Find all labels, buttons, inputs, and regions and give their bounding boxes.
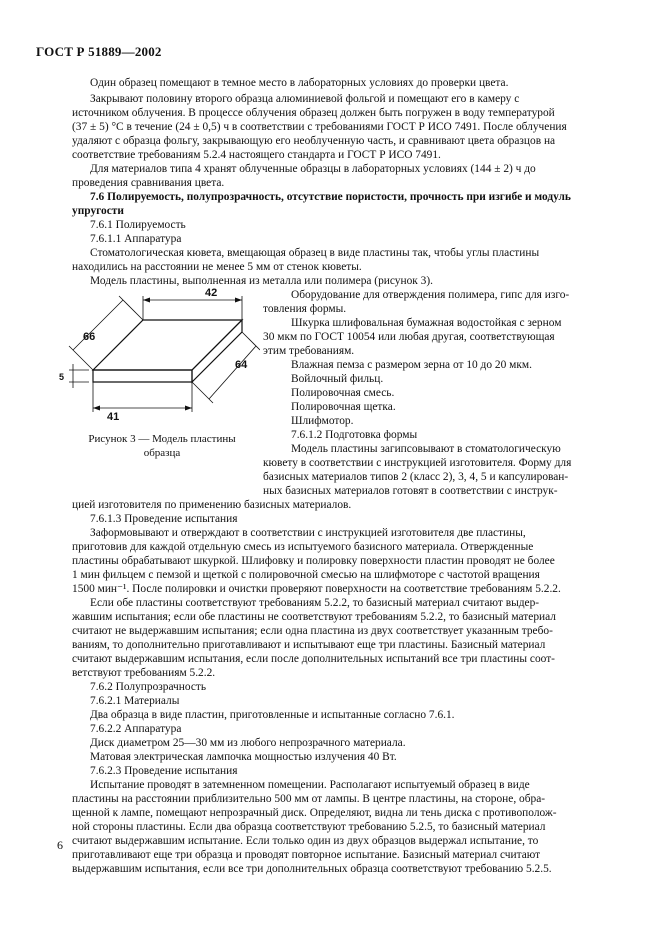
- figure-caption: образца: [143, 447, 181, 459]
- text-line: Войлочный фильц.: [291, 373, 384, 385]
- section-heading: 7.6 Полируемость, полупрозрачность, отсутствие пористости, прочность при изгибе и модуль: [90, 191, 571, 203]
- text-line: считают выдержавшим испытания, если после дополнительных испытаний все три пластины соот-: [72, 653, 555, 665]
- subsection-heading: 7.6.2.1 Материалы: [90, 695, 180, 707]
- text-line: ных базисных материалов готовят в соответствии с инструк-: [263, 485, 558, 497]
- text-line: приготовив для каждой отдельную смесь из испытуемого базисного материала. Отвержденные: [72, 541, 534, 553]
- text-line: 1 мин фильцем с пемзой и щеткой с полировочной смесью на шлифмоторе с частотой вращения: [72, 569, 540, 581]
- text-line: проведения сравнивания цвета.: [72, 177, 225, 189]
- text-line: 1500 мин⁻¹. После полировки и очистки проверяют поверхности на соответствие требованиям 5.2.2.: [72, 583, 561, 595]
- text-line: Диск диаметром 25—30 мм из любого непрозрачного материала.: [90, 737, 406, 749]
- subsection-heading: 7.6.1.2 Подготовка формы: [291, 429, 418, 441]
- text-line: удаляют с образца фольгу, закрывающую его необлученную часть, и сравнивают цвета образцов на: [72, 135, 556, 147]
- text-line: Два образца в виде пластин, приготовленные и испытанные согласно 7.6.1.: [90, 709, 455, 721]
- subsection-heading: 7.6.2 Полупрозрачность: [90, 681, 207, 693]
- text-line: считают не выдержавшим испытания; если одна пластина из двух соответствует указанным требо-: [72, 625, 553, 637]
- text-line: ваниям, то дополнительно приготавливают и испытывают еще три пластины. Базисный материал: [72, 639, 546, 651]
- text-line: пластины обрабатывают шкуркой. Шлифовку и полировку поверхности пластин проводят не более: [72, 555, 555, 567]
- dim-label-right: 64: [235, 359, 248, 371]
- text-line: Для материалов типа 4 хранят облученные образцы в лабораторных условиях (144 ± 2) ч до: [90, 163, 536, 175]
- text-line: щенной к лампе, помещают непрозрачный диск. Определяют, видна ли тень диска с противополож-: [72, 807, 557, 819]
- subsection-heading: 7.6.2.2 Аппаратура: [90, 723, 182, 735]
- dim-label-top: 42: [205, 287, 218, 299]
- plate-model-figure: [55, 282, 260, 430]
- dim-label-left: 66: [83, 331, 96, 343]
- text-line: цией изготовителя по применению базисных материалов.: [72, 499, 352, 511]
- dim-label-height: 5: [59, 372, 65, 382]
- text-line: выдержавшим испытания, если все три дополнительных образца соответствуют требованию 5.2.5.: [72, 863, 552, 875]
- text-line: Модель пластины, выполненная из металла или полимера (рисунок 3).: [90, 275, 433, 287]
- text-line: ветствуют требованиям 5.2.2.: [72, 667, 216, 679]
- text-line: Один образец помещают в темное место в лабораторных условиях до проверки цвета.: [90, 77, 509, 89]
- text-line: находились на расстоянии не менее 5 мм от стенок кюветы.: [72, 261, 362, 273]
- text-line: жавшим испытания; если обе пластины не соответствуют требованиям 5.2.2, то базисный материал: [72, 611, 556, 623]
- text-line: Шлифмотор.: [291, 415, 354, 427]
- text-line: кювету в соответствии с инструкцией изготовителя. Форму для: [263, 457, 572, 469]
- text-line: Заформовывают и отверждают в соответствии с инструкцией изготовителя две пластины,: [90, 527, 526, 539]
- text-line: соответствие требованиям 5.2.4 настоящего стандарта и ГОСТ Р ИСО 7491.: [72, 149, 441, 161]
- text-line: Если обе пластины соответствуют требованиям 5.2.2, то базисный материал считают выдер-: [90, 597, 540, 609]
- subsection-heading: 7.6.2.3 Проведение испытания: [90, 765, 238, 777]
- text-line: базисных материалов типов 2 (класс 2), 3, 4, 5 и капсулирован-: [263, 471, 569, 483]
- subsection-heading: 7.6.1.1 Аппаратура: [90, 233, 182, 245]
- text-line: ной стороны пластины. Если два образца соответствуют требованию 5.2.5, то базисный материал: [72, 821, 546, 833]
- text-line: Испытание проводят в затемненном помещении. Располагают испытуемый образец в виде: [90, 779, 530, 791]
- text-line: Полировочная смесь.: [291, 387, 395, 399]
- text-line: Оборудование для отверждения полимера, гипс для изго-: [291, 289, 570, 301]
- text-line: товления формы.: [263, 303, 347, 315]
- text-line: Стоматологическая кювета, вмещающая образец в виде пластины так, чтобы углы пластины: [90, 247, 540, 259]
- text-line: источником облучения. В процессе облучения образец должен быть погружен в воду температурой: [72, 107, 555, 119]
- text-line: 30 мкм по ГОСТ 10054 или любая другая, соответствующая: [263, 331, 555, 343]
- figure-caption: Рисунок 3 — Модель пластины: [88, 433, 236, 445]
- subsection-heading: 7.6.1.3 Проведение испытания: [90, 513, 238, 525]
- dim-label-bottom: 41: [107, 411, 120, 423]
- text-line: Закрывают половину второго образца алюминиевой фольгой и помещают его в камеру с: [90, 93, 520, 105]
- text-line: Полировочная щетка.: [291, 401, 396, 413]
- text-line: Влажная пемза с размером зерна от 10 до 20 мкм.: [291, 359, 532, 371]
- plate-side-face: [192, 320, 242, 382]
- text-line: Модель пластины загипсовывают в стоматологическую: [291, 443, 561, 455]
- text-line: пластины на расстоянии приблизительно 500 мм от лампы. В центре пластины, на стороне, обра-: [72, 793, 546, 805]
- section-heading: упругости: [72, 205, 124, 217]
- document-header: ГОСТ Р 51889—2002: [36, 44, 162, 59]
- text-line: Шкурка шлифовальная бумажная водостойкая с зерном: [291, 317, 562, 329]
- text-line: считают выдержавшим испытание. Если только один из двух образцов выдержал испытание, то: [72, 835, 539, 847]
- plate-top-face: [93, 320, 242, 370]
- text-line: приготавливают еще три образца и проводят повторное испытание. Базисный материал считают: [72, 849, 541, 861]
- subsection-heading: 7.6.1 Полируемость: [90, 219, 186, 231]
- text-line: этим требованиям.: [263, 345, 355, 357]
- text-line: (37 ± 5) °C в течение (24 ± 0,5) ч в соответствии с требованиями ГОСТ Р ИСО 7491. После облучения: [72, 121, 567, 133]
- text-line: Матовая электрическая лампочка мощностью излучения 40 Вт.: [90, 751, 397, 763]
- plate-front-face: [93, 370, 192, 382]
- page-number: 6: [57, 838, 63, 852]
